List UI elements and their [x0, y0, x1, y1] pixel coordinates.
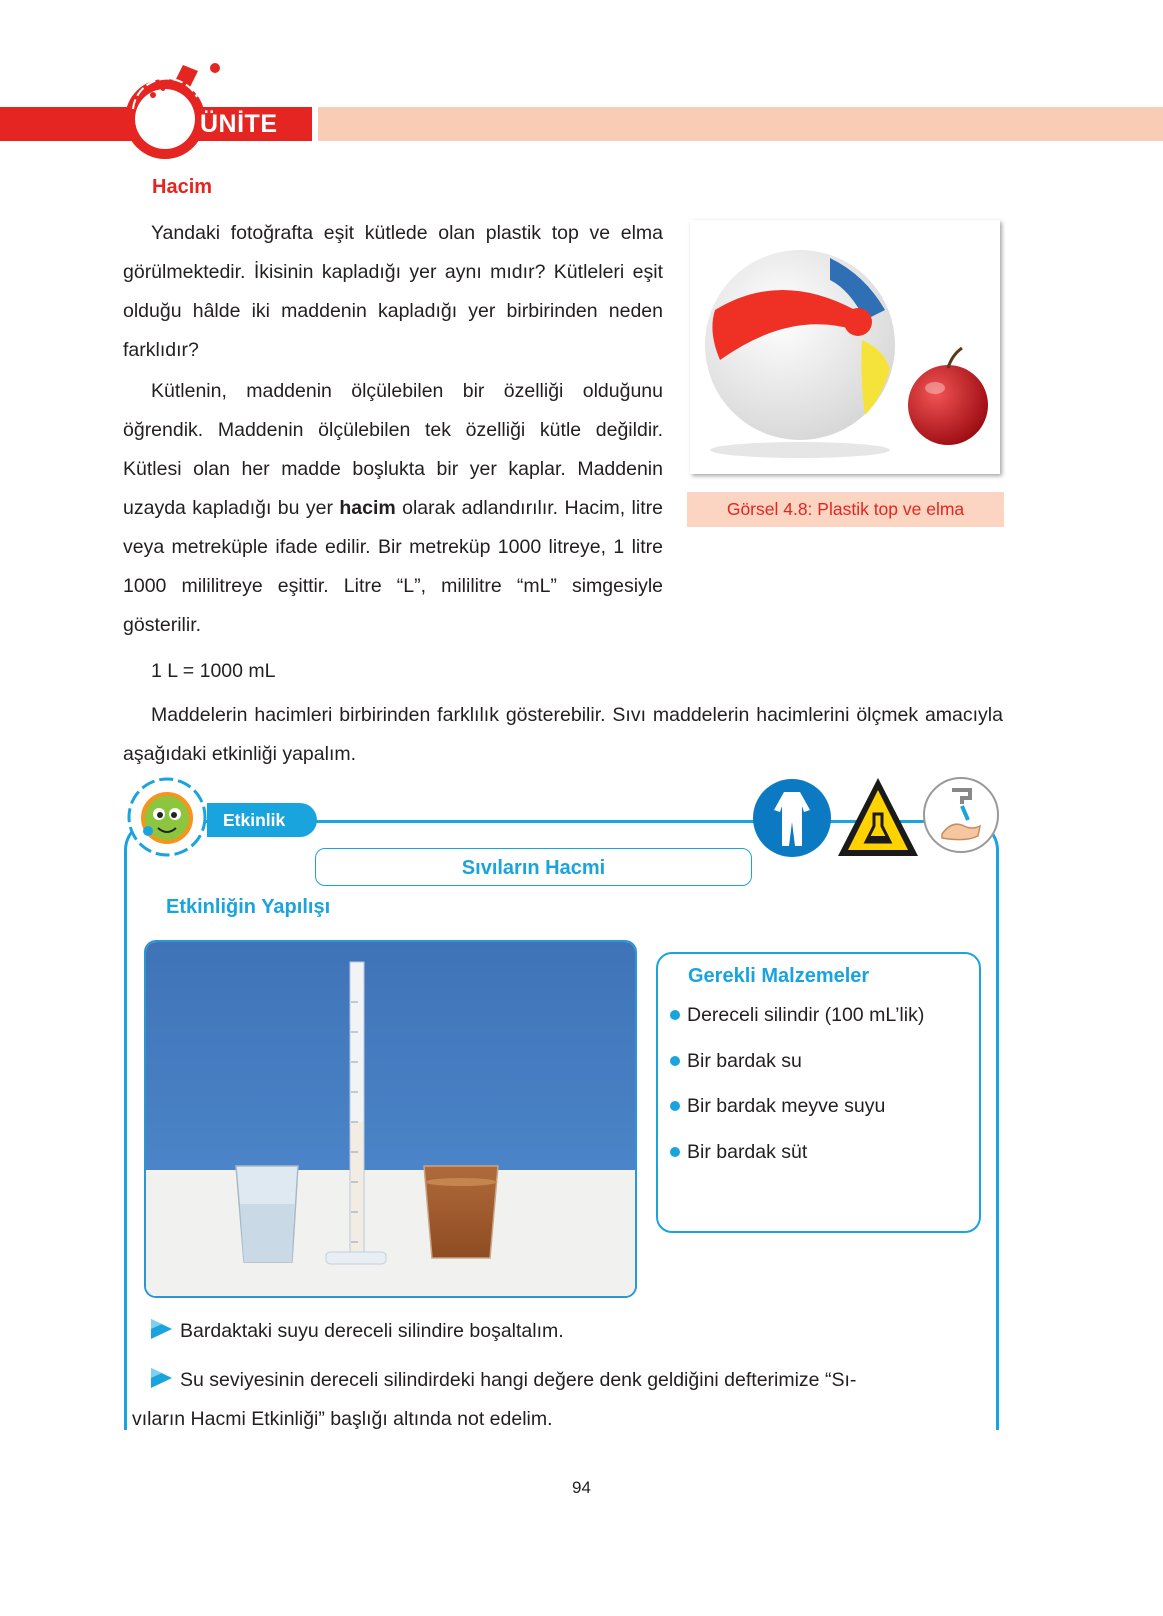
- bold-term: hacim: [339, 497, 396, 519]
- unit-header-band: [318, 107, 1163, 141]
- list-item: Bir bardak meyve suyu: [670, 1090, 980, 1136]
- ball-apple-photo: [690, 220, 1000, 474]
- paragraph-text: Yandaki fotoğrafta eşit kütlede olan plastik top ve elma görülmektedir. İkisinin kapladığı yer aynı mıdır? Kütleleri eşit olduğu hâlde iki maddenin kapladığı yer birbirinden neden farklıdır?: [123, 222, 663, 361]
- intro-paragraph: [123, 214, 663, 370]
- page-number: 94: [572, 1478, 591, 1497]
- cylinder-cups-photo: [144, 940, 637, 1298]
- list-item: Bir bardak su: [670, 1045, 980, 1091]
- activity-subtitle: Etkinliğin Yapılışı: [166, 896, 331, 918]
- figure-caption: Görsel 4.8: Plastik top ve elma: [687, 492, 1004, 527]
- step-2: [132, 1361, 994, 1439]
- play-arrow-icon: [148, 1367, 174, 1389]
- paragraph-text-end: olarak adlandırılır. Hacim, litre veya metreküple ifade edilir. Bir metreküp 1000 litreye, 1 litre 1000 mililitreye eşittir. Litre “L”, mililitre “mL” simgesiyle gösterilir.: [123, 497, 663, 636]
- step-1: [148, 1312, 998, 1351]
- unit-number: 4.: [149, 110, 171, 138]
- step-text: Bardaktaki suyu dereceli silindire boşaltalım.: [180, 1320, 564, 1342]
- hand-washing-icon: [922, 776, 1000, 854]
- materials-list: [670, 999, 980, 1181]
- list-item: Dereceli silindir (100 mL’lik): [670, 999, 980, 1045]
- cylinder-cups-illustration: [146, 942, 635, 1296]
- unit-label: ÜNİTE: [200, 110, 278, 138]
- paragraph-text-start: Kütlenin, maddenin ölçülebilen bir özelliği olduğunu öğrendik. Maddenin ölçülebilen tek özelliği kütle değildir. Kütlesi olan her madde boşlukta bir yer kaplar. Maddenin uzayda kapladığı bu yer: [123, 380, 663, 519]
- definition-paragraph: [123, 372, 663, 645]
- section-title: Hacim: [152, 176, 213, 198]
- ball-apple-illustration: [690, 220, 1000, 474]
- transition-paragraph: [123, 696, 1003, 774]
- materials-title: Gerekli Malzemeler: [688, 965, 870, 987]
- chemical-warning-icon: [836, 776, 920, 860]
- lab-coat-icon: [752, 776, 832, 860]
- paragraph-text: Maddelerin hacimleri birbirinden farklılık gösterebilir. Sıvı maddelerin hacimlerini ölçmek amacıyla aşağıdaki etkinliği yapalım.: [123, 704, 1003, 765]
- formula: 1 L = 1000 mL: [151, 660, 276, 682]
- step-text: Su seviyesinin dereceli silindirdeki hangi değere denk geldiğini defterimize “Sı-: [180, 1369, 857, 1391]
- step-text-continued: vıların Hacmi Etkinliği” başlığı altında not edelim.: [132, 1408, 553, 1430]
- play-arrow-icon: [148, 1318, 174, 1340]
- activity-tab: Etkinlik: [207, 803, 317, 837]
- activity-title: Sıvıların Hacmi: [315, 848, 752, 886]
- clock-mascot-icon: [126, 776, 208, 858]
- list-item: Bir bardak süt: [670, 1136, 980, 1182]
